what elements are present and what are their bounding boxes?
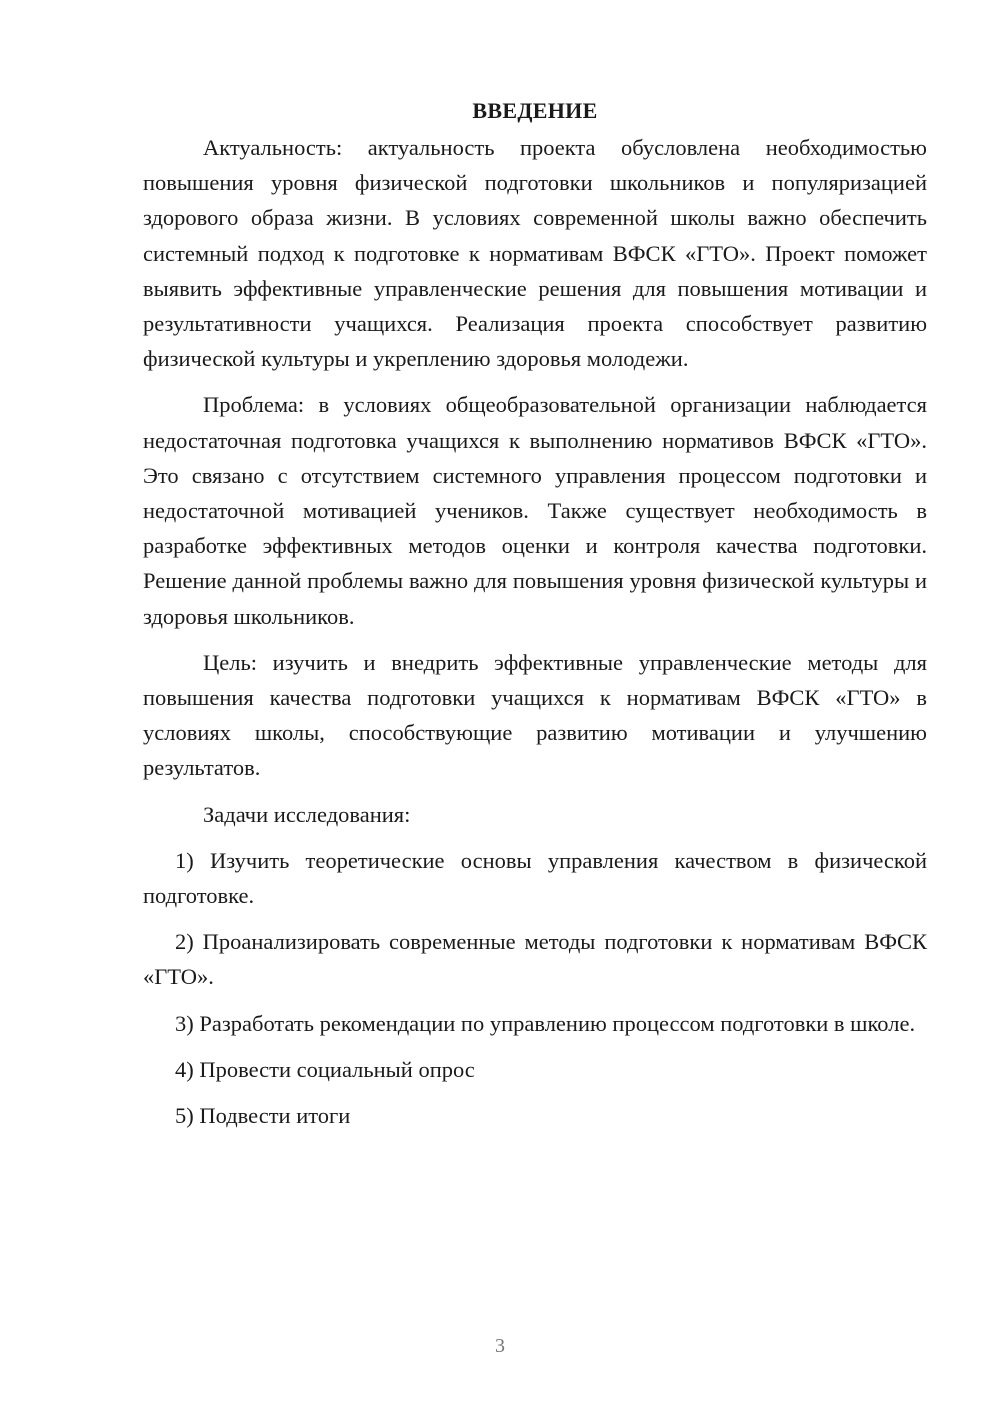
task-item-5: 5) Подвести итоги	[175, 1103, 351, 1129]
tasks-heading: Задачи исследования:	[203, 801, 411, 827]
page-number: 3	[495, 1335, 505, 1357]
task-item-4: 4) Провести социальный опрос	[175, 1056, 475, 1082]
page-content	[143, 96, 927, 1144]
task-item-3: 3) Разработать рекомендации по управлению процессом подготовки в школе.	[175, 1010, 916, 1036]
section-title: ВВЕДЕНИЕ	[472, 98, 598, 123]
paragraph-problem: Проблема: в условиях общеобразовательной организации наблюдается недостаточная подготовка учащихся к выполнению нормативов ВФСК «ГТО». Это связано с отсутствием системного управления процессом подготовки и недостаточной мотивацией учеников. Также существует необходимость в разработке эффективных методов оценки и контроля качества подготовки. Решение данной проблемы важно для повышения уровня физической культуры и здоровья школьников.	[143, 392, 927, 629]
paragraph-goal: Цель: изучить и внедрить эффективные управленческие методы для повышения качества подготовки учащихся к нормативам ВФСК «ГТО» в условиях школы, способствующие развитию мотивации и улучшению результатов.	[143, 649, 927, 781]
paragraph-relevance: Актуальность: актуальность проекта обусловлена необходимостью повышения уровня физической подготовки школьников и популяризацией здорового образа жизни. В условиях современной школы важно обеспечить системный подход к подготовке к нормативам ВФСК «ГТО». Проект поможет выявить эффективные управленческие решения для повышения мотивации и результативности учащихся. Реализация проекта способствует развитию физической культуры и укреплению здоровья молодежи.	[143, 135, 927, 372]
task-item-2: 2) Проанализировать современные методы подготовки к нормативам ВФСК «ГТО».	[143, 929, 927, 990]
task-item-1: 1) Изучить теоретические основы управления качеством в физической подготовке.	[143, 847, 927, 909]
